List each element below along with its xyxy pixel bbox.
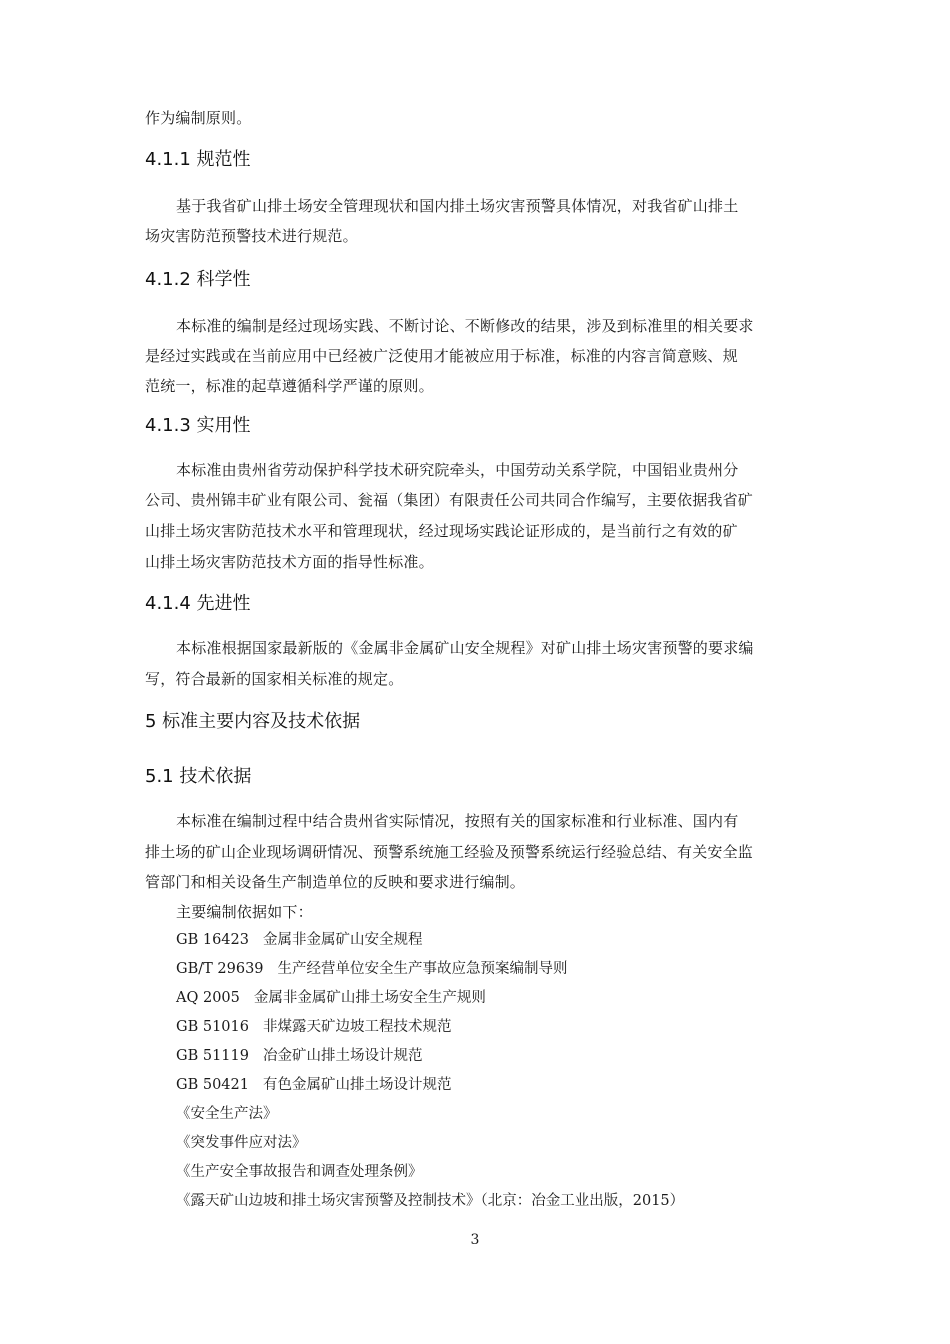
paragraph-line: 写，符合最新的国家相关标准的规定。	[145, 670, 404, 688]
heading-5-1: 5.1 技术依据	[145, 766, 252, 787]
paragraph-line: 是经过实践或在当前应用中已经被广泛使用才能被应用于标准，标准的内容言简意赅、规	[145, 347, 738, 365]
paragraph-line: 本标准根据国家最新版的《金属非金属矿山安全规程》对矿山排土场灾害预警的要求编	[176, 639, 754, 657]
reference-item	[176, 930, 422, 950]
reference-title: 金属非金属矿山安全规程	[262, 932, 423, 948]
reference-title: 非煤露天矿边坡工程技术规范	[262, 1019, 452, 1035]
heading-4-1-3: 4.1.3 实用性	[145, 415, 251, 436]
reference-code: AQ 2005	[176, 990, 240, 1006]
paragraph-line: 山排土场灾害防范技术方面的指导性标准。	[145, 553, 434, 571]
reference-title: 《生产安全事故报告和调查处理条例》	[176, 1164, 423, 1180]
page-number: 3	[470, 1232, 480, 1248]
reference-item	[176, 959, 568, 979]
paragraph-line: 范统一，标准的起草遵循科学严谨的原则。	[145, 377, 434, 395]
reference-item	[176, 1017, 451, 1037]
intro-tail-text: 作为编制原则。	[145, 109, 252, 127]
paragraph-line: 本标准由贵州省劳动保护科学技术研究院牵头，中国劳动关系学院，中国铝业贵州分	[176, 461, 739, 479]
reference-item	[176, 1133, 307, 1153]
reference-title: 有色金属矿山排土场设计规范	[262, 1077, 452, 1093]
reference-title: 《安全生产法》	[176, 1106, 278, 1122]
reference-code: GB 51119	[176, 1048, 249, 1064]
paragraph-line: 本标准在编制过程中结合贵州省实际情况，按照有关的国家标准和行业标准、国内有	[176, 812, 739, 830]
reference-item	[176, 1191, 684, 1211]
paragraph-line: 基于我省矿山排土场安全管理现状和国内排土场灾害预警具体情况，对我省矿山排土	[176, 197, 739, 215]
paragraph-line: 本标准的编制是经过现场实践、不断讨论、不断修改的结果，涉及到标准里的相关要求	[176, 317, 754, 335]
paragraph-line: 山排土场灾害防范技术水平和管理现状，经过现场实践论证形成的，是当前行之有效的矿	[145, 522, 738, 540]
basis-intro-text: 主要编制依据如下：	[176, 903, 313, 921]
reference-title: 金属非金属矿山排土场安全生产规则	[253, 990, 486, 1006]
reference-item	[176, 1162, 423, 1182]
paragraph-line: 排土场的矿山企业现场调研情况、预警系统施工经验及预警系统运行经验总结、有关安全监	[145, 843, 754, 861]
paragraph-line: 公司、贵州锦丰矿业有限公司、瓮福（集团）有限责任公司共同合作编写，主要依据我省矿	[145, 491, 754, 509]
heading-5: 5 标准主要内容及技术依据	[145, 711, 361, 732]
reference-code: GB 16423	[176, 932, 249, 948]
heading-4-1-2: 4.1.2 科学性	[145, 269, 251, 290]
paragraph-line: 管部门和相关设备生产制造单位的反映和要求进行编制。	[145, 873, 526, 891]
paragraph-line: 场灾害防范预警技术进行规范。	[145, 227, 358, 245]
heading-4-1-1: 4.1.1 规范性	[145, 149, 251, 170]
reference-code: GB/T 29639	[176, 961, 264, 977]
reference-code: GB 50421	[176, 1077, 249, 1093]
heading-4-1-4: 4.1.4 先进性	[145, 593, 251, 614]
reference-title: 《露天矿山边坡和排土场灾害预警及控制技术》（北京：冶金工业出版，2015）	[176, 1193, 685, 1209]
reference-title: 冶金矿山排土场设计规范	[262, 1048, 423, 1064]
reference-item	[176, 1046, 422, 1066]
reference-item	[176, 1075, 451, 1095]
reference-item	[176, 988, 486, 1008]
reference-title: 《突发事件应对法》	[176, 1135, 307, 1151]
reference-item	[176, 1104, 278, 1124]
reference-code: GB 51016	[176, 1019, 249, 1035]
reference-title: 生产经营单位安全生产事故应急预案编制导则	[277, 961, 568, 977]
